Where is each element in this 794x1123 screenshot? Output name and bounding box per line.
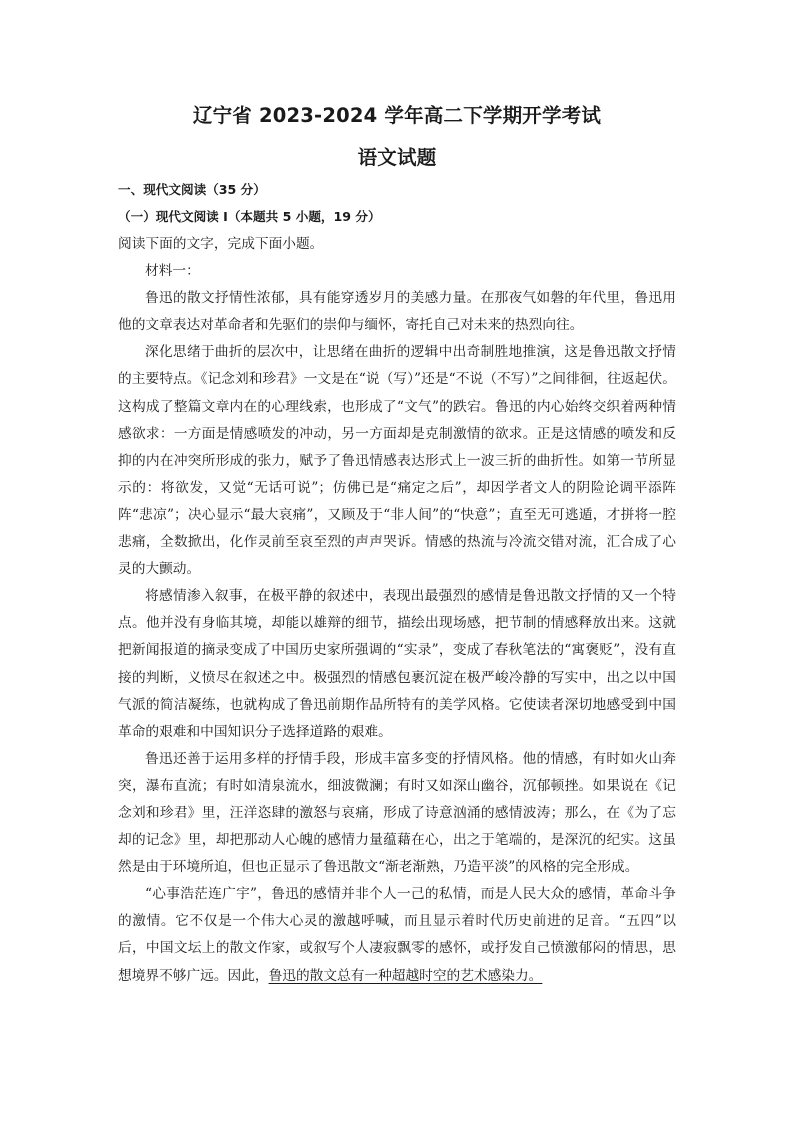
reading-passage xyxy=(118,231,676,990)
document-title: 辽宁省 2023-2024 学年高二下学期开学考试 xyxy=(192,104,602,127)
subsection-heading: （一）现代文阅读 I（本题共 5 小题，19 分） xyxy=(118,209,381,224)
section-heading: 一、现代文阅读（35 分） xyxy=(118,182,266,197)
paragraph-3: 将感情渗入叙事，在极平静的叙述中，表现出最强烈的感情是鲁迅散文抒情的又一个特点。他并没有身临其境，却能以雄辩的细节，描绘出现场感，把节制的情感释放出来。这就把新闻报道的摘录变成了中国历史家所强调的“实录”，变成了春秋笔法的“寓褒贬”，没有直接的判断，义愤尽在叙述之中。极强烈的情感包裹沉淀在极严峻冷静的写实中，出之以中国气派的简洁凝练，也就构成了鲁迅前期作品所特有的美学风格。它使读者深切地感受到中国革命的艰难和中国知识分子选择道路的艰难。 xyxy=(118,588,676,740)
underlined-sentence: 鲁迅的散文总有一种超越时空的艺术感染力。 xyxy=(268,967,543,984)
paragraph-1: 鲁迅的散文抒情性浓郁，具有能穿透岁月的美感力量。在那夜气如磐的年代里，鲁迅用他的文章表达对革命者和先驱们的崇仰与缅怀，寄托自己对未来的热烈向往。 xyxy=(118,290,676,334)
instruction-text: 阅读下面的文字，完成下面小题。 xyxy=(118,236,324,252)
paragraph-5-text: “心事浩茫连广宇”，鲁迅的感情并非个人一己的私情，而是人民大众的感情，革命斗争的激情。它不仅是一个伟大心灵的激越呼喊，而且显示着时代历史前进的足音。“五四”以后，中国文坛上的散文作家，或叙写个人凄寂飘零的感怀，或抒发自己愤激郁闷的情思，思想境界不够广远。因此， xyxy=(118,886,676,984)
paragraph-5 xyxy=(118,881,676,989)
document-subtitle: 语文试题 xyxy=(357,146,437,169)
paragraph-4: 鲁迅还善于运用多样的抒情手段，形成丰富多变的抒情风格。他的情感，有时如火山奔突，瀑布直流；有时如清泉流水，细波微澜；有时又如深山幽谷，沉郁顿挫。如果说在《记念刘和珍君》里，汪洋恣肆的激怒与哀痛，形成了诗意汹涌的感情波涛；那么，在《为了忘却的记念》里，却把那动人心魄的感情力量蕴藉在心，出之于笔端的，是深沉的纪实。这虽然是由于环境所迫，但也正显示了鲁迅散文“渐老渐熟，乃造平淡”的风格的完全形成。 xyxy=(118,750,676,876)
paragraph-2: 深化思绪于曲折的层次中，让思绪在曲折的逻辑中出奇制胜地推演，这是鲁迅散文抒情的主要特点。《记念刘和珍君》一文是在“说（写）”还是“不说（不写）”之间徘徊，往返起伏。这构成了整篇文章内在的心理线索，也形成了“文气”的跌宕。鲁迅的内心始终交织着两种情感欲求：一方面是情感喷发的冲动，另一方面却是克制激情的欲求。正是这情感的喷发和反抑的内在冲突所形成的张力，赋予了鲁迅情感表达形式上一波三折的曲折性。如第一节所显示的：将欲发，又觉“无话可说”；仿佛已是“痛定之后”，却因学者文人的阴险论调平添阵阵“悲凉”；决心显示“最大哀痛”，又顾及于“非人间”的“快意”；直至无可逃遁，才拼将一腔悲痛，全数掀出，化作灵前至哀至烈的声声哭诉。情感的热流与冷流交错对流，汇合成了心灵的大颤动。 xyxy=(118,344,676,578)
material-label: 材料一： xyxy=(145,263,200,280)
